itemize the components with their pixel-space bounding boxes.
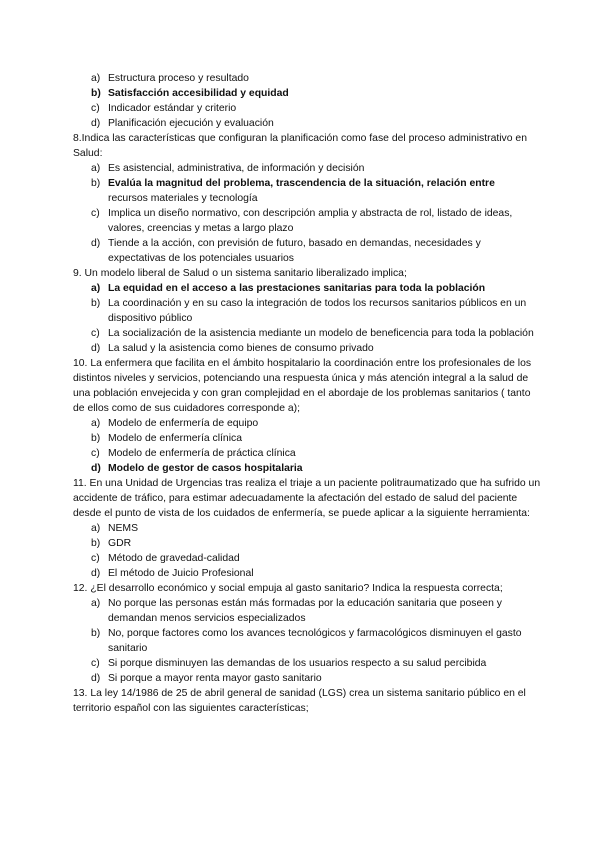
question-12-text: 12. ¿El desarrollo económico y social empuja al gasto sanitario? Indica la respuesta correcta; [73,583,503,594]
option-text: La equidad en el acceso a las prestaciones sanitarias para toda la población [108,283,486,294]
option-text: Si porque a mayor renta mayor gasto sanitario [108,673,322,684]
option-label: a) [91,163,101,174]
q9-option-b [91,296,540,326]
q11-option-d [91,566,540,581]
option-label: d) [91,118,101,129]
q11-option-b [91,536,540,551]
q10-option-c [91,446,540,461]
option-label: d) [91,568,101,579]
option-text: La salud y la asistencia como bienes de consumo privado [108,343,374,354]
option-text: Estructura proceso y resultado [108,73,249,84]
option-label: d) [91,673,101,684]
q9-option-a [91,281,540,296]
option-text: NEMS [108,523,139,534]
option-text: Es asistencial, administrativa, de información y decisión [108,163,365,174]
option-label: c) [91,103,100,114]
question-9-options [0,281,600,356]
question-10-options [0,416,600,476]
question-11-text: 11. En una Unidad de Urgencias tras realiza el triaje a un paciente politraumatizado que ha sufrido un accidente de tráfico, para estimar adecuadamente la afectación del estado de salud del paciente desde el punto de vista de los cuidados de enfermería, se puede aplicar a la siguiente herramienta: [73,478,541,519]
option-text-continuation: recursos materiales y tecnología [108,193,258,204]
option-label: a) [91,73,101,84]
q12-option-c [91,656,540,671]
option-label: b) [91,298,101,309]
q9-option-d [91,341,540,356]
option-text: Modelo de gestor de casos hospitalaria [108,463,303,474]
q12-option-d [91,671,540,686]
question-9-text: 9. Un modelo liberal de Salud o un sistema sanitario liberalizado implica; [73,268,407,279]
option-text: La coordinación y en su caso la integración de todos los recursos sanitarios públicos en un dispositivo público [108,298,527,324]
option-text: Evalúa la magnitud del problema, trascendencia de la situación, relación entre [108,178,495,189]
option-label: a) [91,283,101,294]
q7-option-d [91,116,540,131]
option-text: GDR [108,538,132,549]
option-text: El método de Juicio Profesional [108,568,254,579]
option-label: a) [91,598,101,609]
option-label: c) [91,658,100,669]
question-10-text: 10. La enfermera que facilita en el ámbito hospitalario la coordinación entre los profesionales de los distintos niveles y servicios, potenciando una respuesta única y más atención integral a la salud de una población envejecida y con gran complejidad en el abordaje de los problemas sanitarios ( tanto de ellos como de sus cuidadores corresponde a); [73,358,532,414]
option-label: b) [91,433,101,444]
q10-option-a [91,416,540,431]
option-label: b) [91,538,101,549]
q11-option-c [91,551,540,566]
option-label: b) [91,628,101,639]
option-label: d) [91,343,101,354]
q12-option-a [91,596,540,626]
option-text: Satisfacción accesibilidad y equidad [108,88,289,99]
q8-option-c [91,206,540,236]
option-label: c) [91,448,100,459]
option-label: a) [91,523,101,534]
option-text: No porque las personas están más formadas por la educación sanitaria que poseen y demandan menos servicios especializados [108,598,502,624]
option-label: c) [91,328,100,339]
q7-option-a [91,71,540,86]
option-label: c) [91,553,100,564]
option-text: Modelo de enfermería de práctica clínica [108,448,296,459]
q9-option-c [91,326,540,341]
option-text: La socialización de la asistencia mediante un modelo de beneficencia para toda la población [108,328,534,339]
option-label: d) [91,463,101,474]
option-text: Si porque disminuyen las demandas de los usuarios respecto a su salud percibida [108,658,487,669]
option-label: d) [91,238,101,249]
q7-option-b [91,86,540,101]
option-label: b) [91,178,101,189]
option-text: Método de gravedad-calidad [108,553,240,564]
q11-option-a [91,521,540,536]
option-text: Tiende a la acción, con previsión de futuro, basado en demandas, necesidades y expectativas de los potenciales usuarios [108,238,481,264]
option-text: No, porque factores como los avances tecnológicos y farmacológicos disminuyen el gasto sanitario [108,628,522,654]
option-text: Implica un diseño normativo, con descripción amplia y abstracta de rol, listado de ideas, valores, creencias y metas a largo plazo [108,208,513,234]
q10-option-d [91,461,540,476]
question-7-options [0,71,600,131]
option-text: Modelo de enfermería clínica [108,433,242,444]
q8-option-a [91,161,540,176]
option-label: b) [91,88,101,99]
option-label: a) [91,418,101,429]
q8-option-d [91,236,540,266]
q7-option-c [91,101,540,116]
q12-option-b [91,626,540,656]
question-11-options [0,521,600,581]
q10-option-b [91,431,540,446]
option-text: Planificación ejecución y evaluación [108,118,274,129]
question-12-options [0,596,600,686]
question-8-text: 8.Indica las características que configuran la planificación como fase del proceso administrativo en Salud: [73,133,527,159]
option-text: Modelo de enfermería de equipo [108,418,259,429]
option-label: c) [91,208,100,219]
option-text: Indicador estándar y criterio [108,103,237,114]
question-13-text: 13. La ley 14/1986 de 25 de abril general de sanidad (LGS) crea un sistema sanitario público en el territorio español con las siguientes características; [73,688,526,714]
question-8-options [0,161,600,266]
q8-option-b [91,176,540,206]
